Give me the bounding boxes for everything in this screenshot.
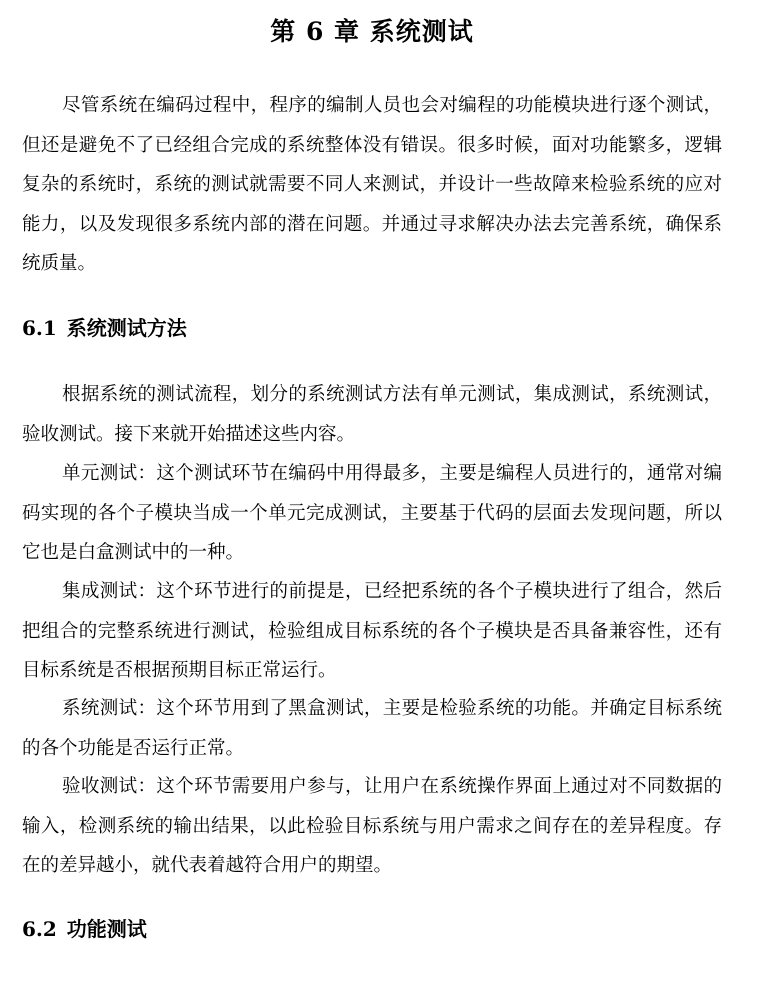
section-title-text: 系统测试方法 [66,316,187,340]
paragraph-system-test: 系统测试：这个环节用到了黑盒测试，主要是检验系统的功能。并确定目标系统的各个功能是否运行正常。 [22,698,722,759]
section-number: 6.1 [22,316,57,340]
paragraph-test-methods: 根据系统的测试流程，划分的系统测试方法有单元测试，集成测试，系统测试，验收测试。接下来就开始描述这些内容。 [22,384,722,445]
paragraph-unit-test: 单元测试：这个测试环节在编码中用得最多，主要是编程人员进行的，通常对编码实现的各个子模块当成一个单元完成测试，主要基于代码的层面去发现问题，所以它也是白盒测试中的一种。 [22,463,722,563]
paragraph-acceptance-test: 验收测试：这个环节需要用户参与，让用户在系统操作界面上通过对不同数据的输入，检测系统的输出结果，以此检验目标系统与用户需求之间存在的差异程度。存在的差异越小，就代表着越符合用户的期望。 [22,776,722,876]
section-number: 6.2 [22,917,57,941]
paragraph-integration-test: 集成测试：这个环节进行的前提是，已经把系统的各个子模块进行了组合，然后把组合的完整系统进行测试，检验组成目标系统的各个子模块是否具备兼容性，还有目标系统是否根据预期目标正常运行。 [22,581,722,681]
section-heading-6-2 [22,915,147,943]
chapter-title: 第 6 章 系统测试 [270,17,474,46]
intro-paragraph: 尽管系统在编码过程中，程序的编制人员也会对编程的功能模块进行逐个测试，但还是避免不了已经组合完成的系统整体没有错误。很多时候，面对功能繁多，逻辑复杂的系统时，系统的测试就需要不同人来测试，并设计一些故障来检验系统的应对能力，以及发现很多系统内部的潜在问题。并通过寻求解决办法去完善系统，确保系统质量。 [22,95,722,274]
section-title-text: 功能测试 [66,917,147,941]
section-heading-6-1 [22,314,187,342]
